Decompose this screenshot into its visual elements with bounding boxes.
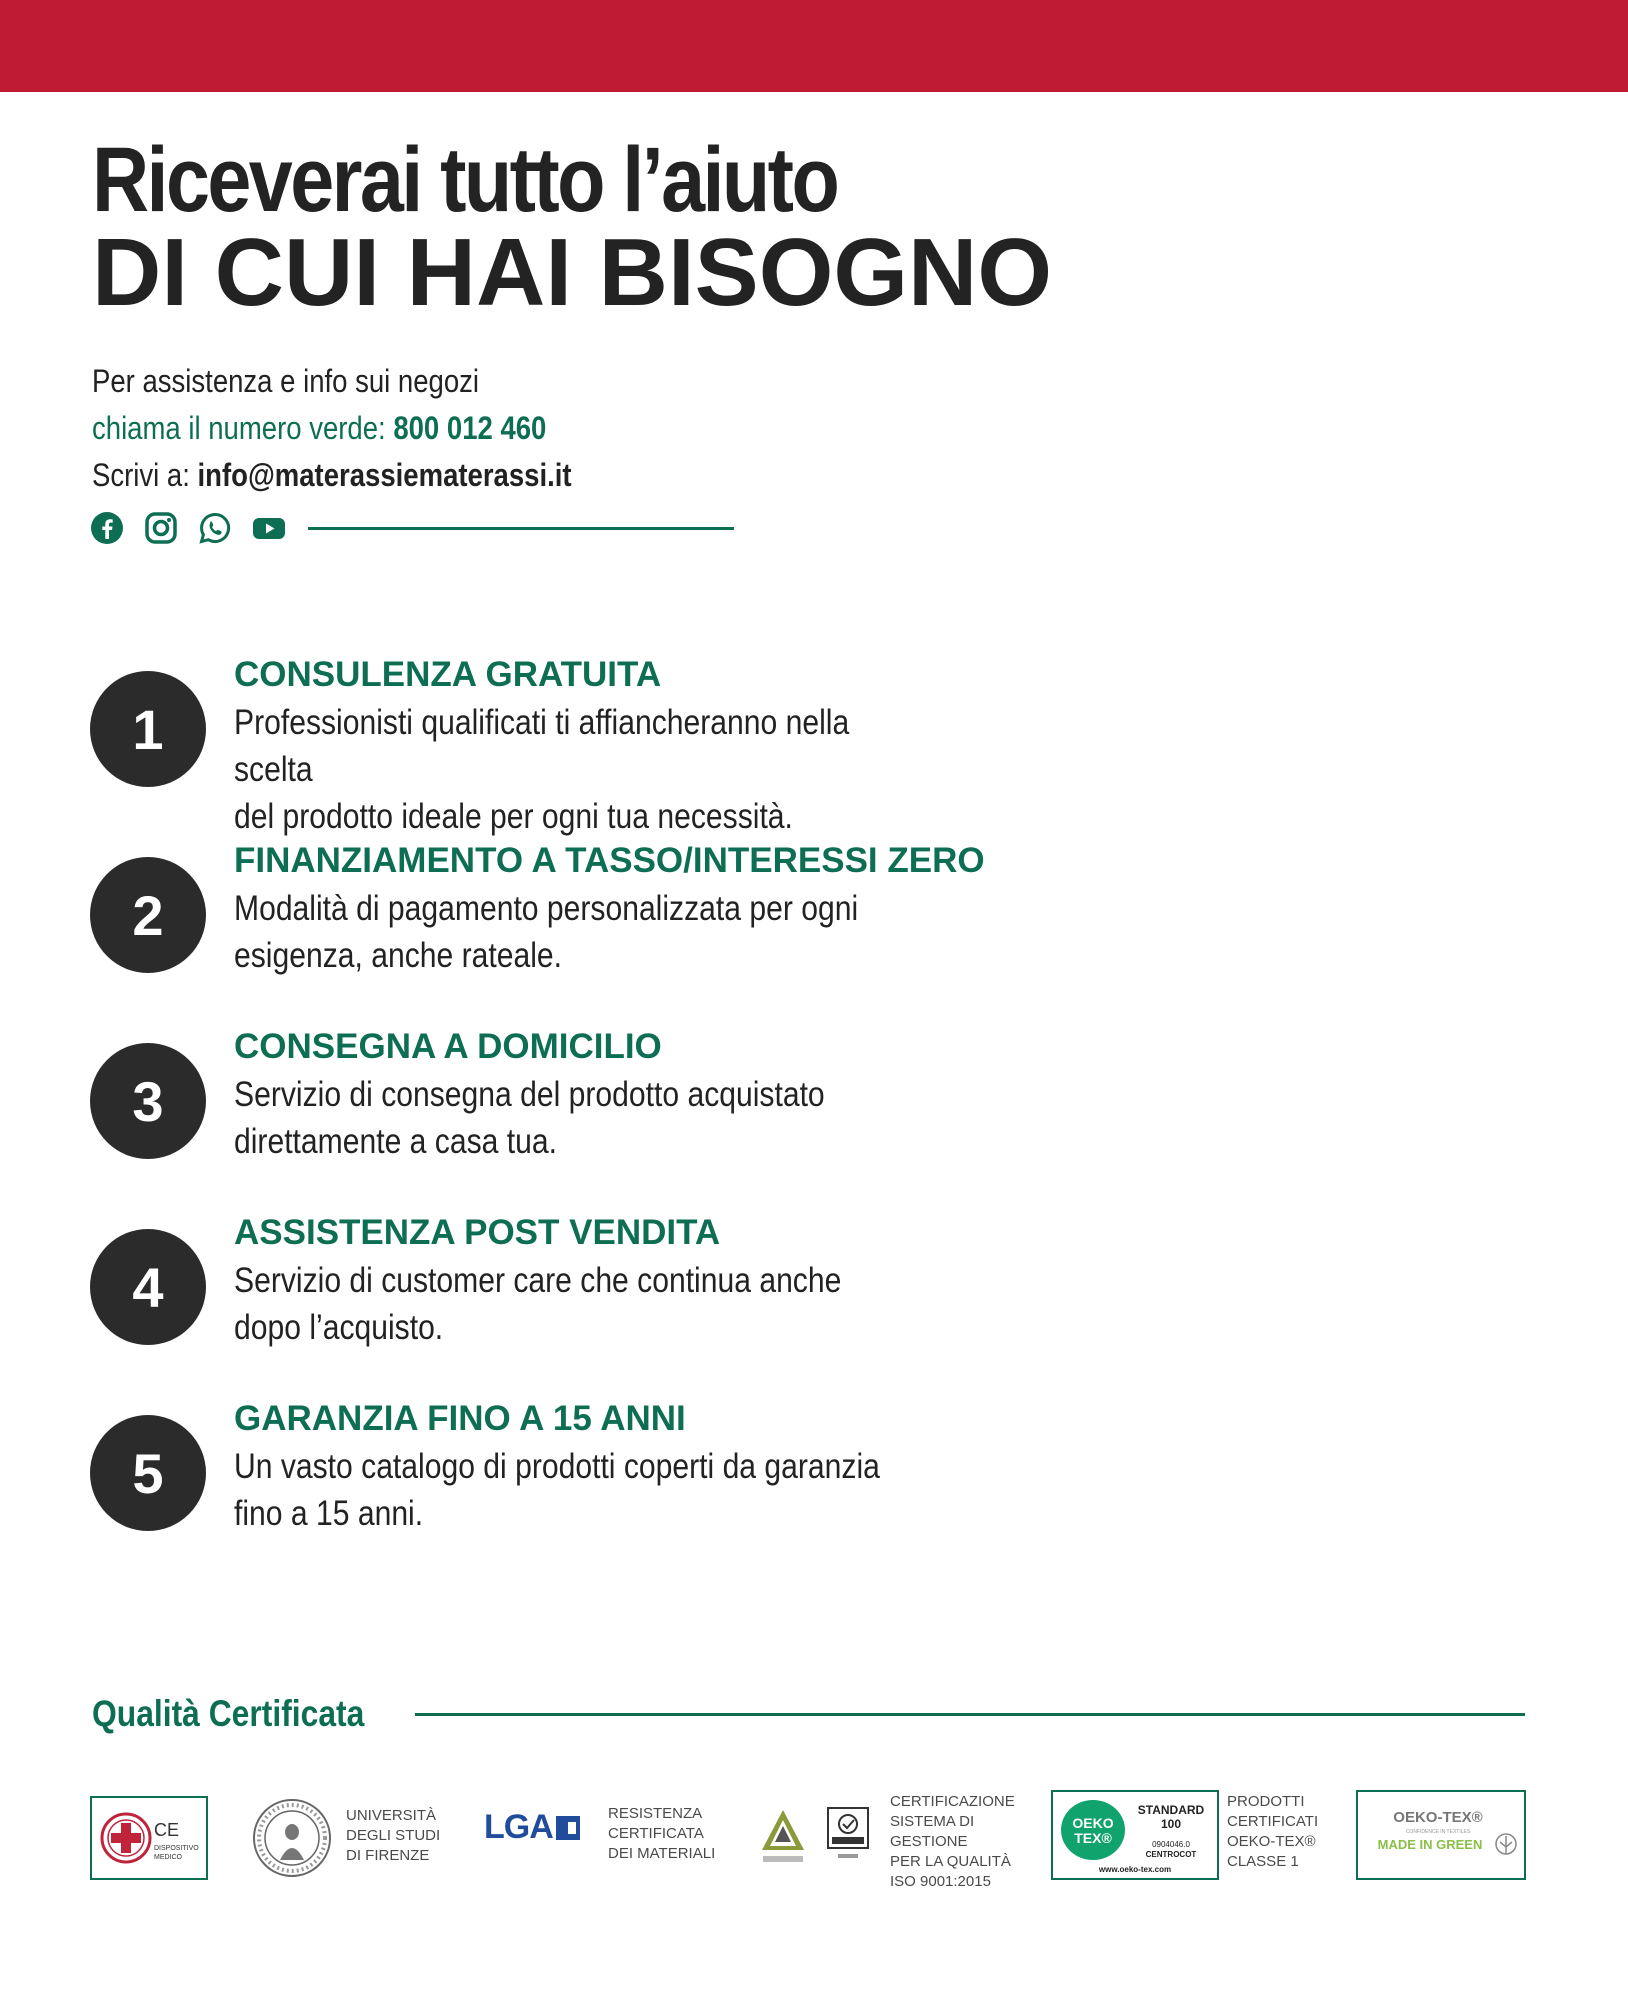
feature-number-badge: 1	[90, 671, 206, 787]
phone-line	[92, 405, 572, 452]
oeko-code: 0904046.0	[1152, 1840, 1190, 1849]
feature-number-badge: 2	[90, 857, 206, 973]
contact-block	[92, 358, 650, 499]
feature-description-line: Servizio di consegna del prodotto acquistato	[234, 1075, 825, 1114]
feature-description	[234, 885, 888, 979]
cert-oeko-line: OEKO-TEX®	[1227, 1833, 1316, 1850]
feature-description	[234, 699, 888, 840]
oeko-logo-line-2: TEX®	[1074, 1830, 1112, 1846]
feature-description	[234, 1443, 888, 1537]
oeko-url: www.oeko-tex.com	[1098, 1865, 1172, 1874]
act-triangle-icon	[760, 1806, 806, 1866]
cert-lga-line: RESISTENZA	[608, 1805, 703, 1822]
cert-oeko-line: PRODOTTI	[1227, 1793, 1305, 1810]
whatsapp-icon[interactable]	[198, 511, 232, 545]
cert-iso-line: ISO 9001:2015	[890, 1873, 991, 1890]
feature-item-2	[90, 841, 1090, 975]
feature-item-3	[90, 1027, 1090, 1161]
quality-section-title: Qualità Certificata	[92, 1693, 365, 1734]
feature-description	[234, 1071, 888, 1165]
feature-item-4	[90, 1213, 1090, 1347]
feature-number-badge: 5	[90, 1415, 206, 1531]
social-divider	[308, 527, 734, 530]
feature-description	[234, 1257, 888, 1351]
medical-cross-logo	[92, 1798, 206, 1878]
oeko-tex-standard-logo	[1053, 1792, 1217, 1878]
facebook-icon[interactable]	[90, 511, 124, 545]
feature-title: GARANZIA FINO A 15 ANNI	[234, 1399, 686, 1438]
cert-medical-line-1: DISPOSITIVO	[154, 1845, 199, 1852]
made-in-green-logo	[1358, 1792, 1524, 1878]
feature-item-5	[90, 1399, 1090, 1533]
cert-iso-line: PER LA QUALITÀ	[890, 1853, 1011, 1870]
feature-description-line: Servizio di customer care che continua anche	[234, 1261, 842, 1300]
cert-lga-text	[608, 1804, 715, 1864]
page-title-line-2: DI CUI HAI BISOGNO	[92, 219, 1053, 326]
cert-iso-line: SISTEMA DI	[890, 1813, 975, 1830]
cert-oeko-standard-text	[1227, 1792, 1318, 1872]
oeko-lab: CENTROCOT	[1145, 1850, 1197, 1859]
cert-oeko-line: CERTIFICATI	[1227, 1813, 1319, 1830]
cert-lga-line: DEI MATERIALI	[608, 1845, 716, 1862]
feature-number-badge: 4	[90, 1229, 206, 1345]
cert-iso-text	[890, 1792, 1015, 1892]
lga-logo	[484, 1808, 581, 1847]
feature-title: FINANZIAMENTO A TASSO/INTERESSI ZERO	[234, 841, 985, 880]
lga-mark-icon	[555, 1815, 581, 1841]
feature-description-line: fino a 15 anni.	[234, 1494, 424, 1533]
cert-iso-line: GESTIONE	[890, 1833, 968, 1850]
phone-number[interactable]: 800 012 460	[393, 410, 547, 446]
ce-mark: CE	[154, 1820, 180, 1840]
cert-oeko-tex-green	[1356, 1790, 1526, 1880]
cert-lga	[484, 1805, 716, 1862]
cert-lga-line: CERTIFICATA	[608, 1825, 704, 1842]
green-line-2: CONFIDENCE IN TEXTILES	[1405, 1829, 1471, 1835]
youtube-icon[interactable]	[252, 511, 286, 545]
feature-description-line: del prodotto ideale per ogni tua necessità.	[234, 797, 793, 836]
cert-university-line: UNIVERSITÀ	[346, 1807, 437, 1824]
leaf-icon	[1496, 1834, 1516, 1854]
oeko-standard-number: 100	[1160, 1817, 1182, 1831]
top-red-band	[0, 0, 1628, 92]
cert-university	[252, 1798, 441, 1883]
ukas-badge-icon	[826, 1806, 870, 1866]
phone-prefix: chiama il numero verde:	[92, 410, 386, 446]
feature-description-line: Un vasto catalogo di prodotti coperti da garanzia	[234, 1447, 880, 1486]
cert-university-line: DI FIRENZE	[346, 1847, 430, 1864]
green-line-3: MADE IN GREEN	[1377, 1837, 1483, 1852]
cert-medical-device	[90, 1796, 208, 1880]
email-line	[92, 452, 572, 499]
email-address[interactable]: info@materassiematerassi.it	[197, 457, 572, 493]
oeko-logo-line-1: OEKO	[1072, 1815, 1114, 1831]
email-prefix: Scrivi a:	[92, 457, 190, 493]
university-seal-icon	[252, 1798, 332, 1878]
feature-item-1	[90, 655, 1090, 836]
feature-number-badge: 3	[90, 1043, 206, 1159]
feature-description-line: direttamente a casa tua.	[234, 1122, 557, 1161]
feature-description-line: dopo l’acquisto.	[234, 1308, 444, 1347]
quality-divider	[415, 1713, 1525, 1716]
page-title-line-1: Riceverai tutto l’aiuto	[92, 129, 838, 231]
instagram-icon[interactable]	[144, 511, 178, 545]
cert-iso	[760, 1793, 1015, 1890]
feature-description-line: esigenza, anche rateale.	[234, 936, 562, 975]
cert-iso-line: CERTIFICAZIONE	[890, 1793, 1015, 1810]
lga-logo-text: LGA	[484, 1808, 553, 1846]
feature-description-line: Professionisti qualificati ti affiancheranno nella scelta	[234, 703, 850, 789]
green-line-1: OEKO-TEX®	[1393, 1809, 1483, 1826]
feature-description-line: Modalità di pagamento personalizzata per ogni	[234, 889, 859, 928]
cert-oeko-tex-standard	[1051, 1790, 1319, 1880]
cert-university-text	[346, 1806, 440, 1866]
feature-title: CONSULENZA GRATUITA	[234, 655, 662, 694]
contact-intro: Per assistenza e info sui negozi	[92, 363, 480, 399]
cert-university-line: DEGLI STUDI	[346, 1827, 441, 1844]
social-links	[90, 510, 734, 546]
feature-title: CONSEGNA A DOMICILIO	[234, 1027, 662, 1066]
cert-medical-line-2: MEDICO	[154, 1854, 182, 1861]
oeko-standard-label: STANDARD	[1137, 1803, 1205, 1817]
feature-title: ASSISTENZA POST VENDITA	[234, 1213, 721, 1252]
cert-oeko-line: CLASSE 1	[1227, 1853, 1299, 1870]
